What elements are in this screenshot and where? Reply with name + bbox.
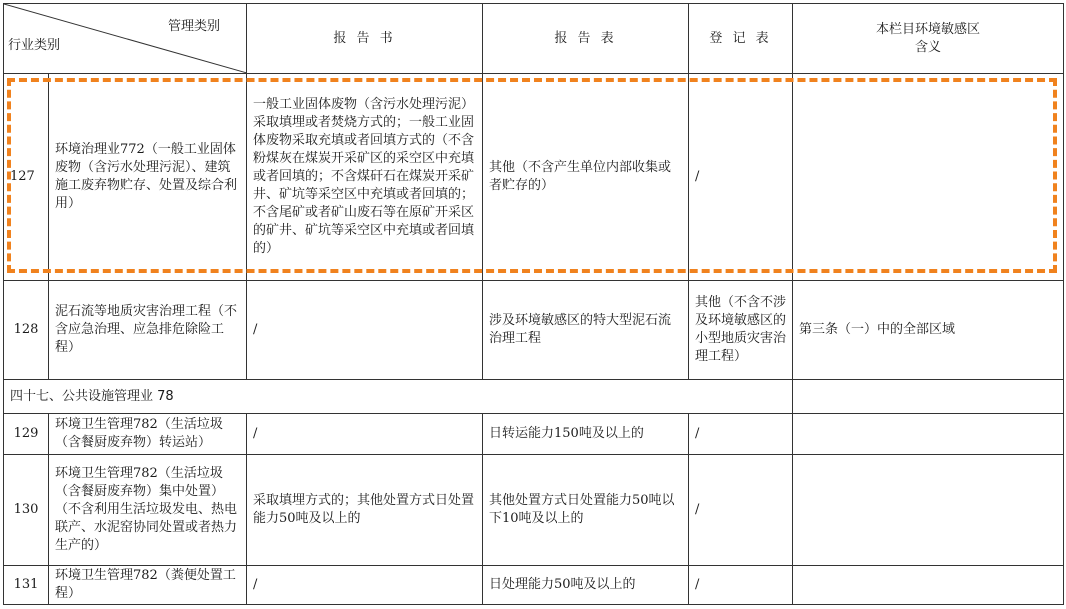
report-book-header: 报 告 书 [247, 4, 483, 74]
row-number: 129 [4, 414, 49, 455]
report-book-cell: / [247, 281, 483, 380]
registration-cell: / [689, 455, 793, 566]
header-row [4, 4, 1064, 74]
classification-table [3, 3, 1064, 605]
industry-cell: 环境卫生管理782（粪便处置工程） [49, 566, 247, 605]
row-number: 130 [4, 455, 49, 566]
table-row-129 [4, 414, 1064, 455]
registration-cell: 其他（不含不涉及环境敏感区的小型地质灾害治理工程） [689, 281, 793, 380]
registration-cell: / [689, 566, 793, 605]
report-form-cell: 其他（不含产生单位内部收集或者贮存的） [483, 74, 689, 281]
section-heading: 四十七、公共设施管理业 78 [4, 380, 793, 414]
industry-category-label: 行业类别 [8, 38, 61, 53]
row-number: 131 [4, 566, 49, 605]
sensitive-area-header-line1: 本栏目环境敏感区 [875, 21, 980, 37]
report-book-cell: / [247, 566, 483, 605]
management-category-label: 管理类别 [167, 19, 220, 34]
row-number: 128 [4, 281, 49, 380]
report-form-cell: 涉及环境敏感区的特大型泥石流治理工程 [483, 281, 689, 380]
sensitive-cell [793, 566, 1064, 605]
section-row [4, 380, 1064, 414]
sensitive-cell [793, 455, 1064, 566]
table-row-128 [4, 281, 1064, 380]
industry-cell: 泥石流等地质灾害治理工程（不含应急治理、应急排危除险工程） [49, 281, 247, 380]
sensitive-cell: 第三条（一）中的全部区域 [793, 281, 1064, 380]
registration-cell: / [689, 74, 793, 281]
report-book-cell: 一般工业固体废物（含污水处理污泥）采取填埋或者焚烧方式的；一般工业固体废物采取充填或者回填方式的（不含粉煤灰在煤炭开采矿区的采空区中充填或者回填的；不含煤矸石在煤炭开采矿井、矿坑等采空区中充填或者回填的；不含尾矿或者矿山废石等在原矿开采区的矿井、矿坑等采空区中充填或者回填的） [247, 74, 483, 281]
sensitive-cell [793, 414, 1064, 455]
report-form-header: 报 告 表 [483, 4, 689, 74]
industry-cell: 环境卫生管理782（生活垃圾（含餐厨废弃物）集中处置）（不含利用生活垃圾发电、热电联产、水泥窑协同处置或者热力生产的） [49, 455, 247, 566]
registration-form-header: 登 记 表 [689, 4, 793, 74]
table-row-130 [4, 455, 1064, 566]
row-number: 127 [4, 74, 49, 281]
industry-cell: 环境卫生管理782（生活垃圾（含餐厨废弃物）转运站） [49, 414, 247, 455]
sensitive-area-header [793, 4, 1064, 74]
table-row-127 [4, 74, 1064, 281]
diagonal-header-cell [4, 4, 247, 74]
sensitive-area-header-line2: 含义 [914, 39, 941, 55]
table-row-131 [4, 566, 1064, 605]
industry-cell: 环境治理业772（一般工业固体废物（含污水处理污泥）、建筑施工废弃物贮存、处置及综合利用） [49, 74, 247, 281]
report-form-cell: 日处理能力50吨及以上的 [483, 566, 689, 605]
registration-cell: / [689, 414, 793, 455]
report-form-cell: 日转运能力150吨及以上的 [483, 414, 689, 455]
sensitive-cell [793, 74, 1064, 281]
section-empty-cell [793, 380, 1064, 414]
report-book-cell: 采取填埋方式的；其他处置方式日处置能力50吨及以上的 [247, 455, 483, 566]
report-book-cell: / [247, 414, 483, 455]
report-form-cell: 其他处置方式日处置能力50吨以下10吨及以上的 [483, 455, 689, 566]
